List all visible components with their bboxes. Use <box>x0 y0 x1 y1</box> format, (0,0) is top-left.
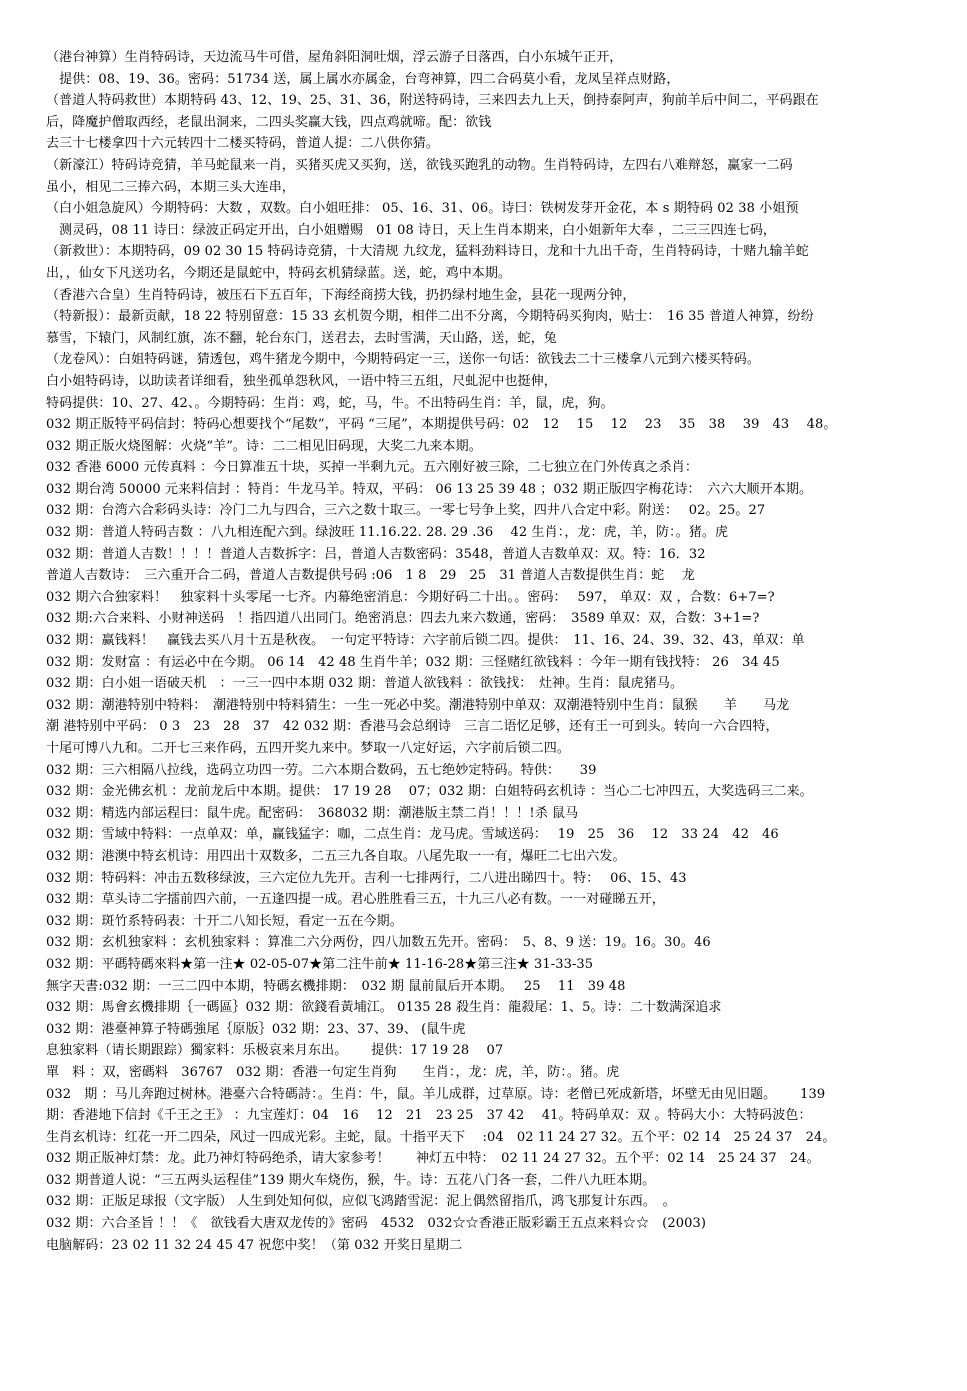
text-line: 032 期：赢钱料！ 赢钱去买八月十五是秋夜。 一句定平特诗：六字前后锁二四。提供： 11、16、24、39、32、43，单双：单 <box>46 633 805 649</box>
text-line: 虽小，相见二三捧六码，本期三头大连串， <box>46 179 295 195</box>
text-line: 提供：08、19、36。密码：51734 送，属上属水亦属金，台弯神算，四二合码莫小看，龙凤呈祥点财路， <box>46 71 680 87</box>
text-line: 032 期：台湾六合彩码头诗：冷门二九与四合，三六之数十取三。一零七号争上奖，四井八合定中彩。附送： 02。25。27 <box>46 503 766 519</box>
text-line: 032 期：特码料：冲击五数移绿波，三六定位九先开。吉利一七排两行，二八进出睇四十。特： 06、15、43 <box>46 870 687 886</box>
text-line: 032 期 ：马儿奔跑过树林。港臺六合特碼詩：。生肖：牛，鼠。羊儿成群，过草原。诗：老僧已死成新塔，坏壁无由见旧题。 139 <box>46 1086 826 1102</box>
text-line: 032 期六合独家料！ 独家料十头零尾一七齐。内幕绝密消息：今期好码二十出。。密码： 597， 单双：双 ，合数：6+7=? <box>46 589 775 605</box>
text-line: 032 期正版神灯禁：龙。此乃神灯特码绝杀，请大家参考！ 神灯五中特： 02 11 24 27 32。五个平：02 14 25 24 37 24。 <box>46 1151 820 1167</box>
text-line: （新濠江）特码诗竞猜，羊马蛇鼠来一肖，买猪买虎又买狗，送，欲钱买跑乳的动物。生肖特码诗，左四右八难辩怒，赢家一二码 <box>46 157 793 173</box>
text-line: 032 期：六合圣旨 ！！《 欲钱看大唐双龙传的》密码 4532 032☆☆香港正版彩霸王五点来料☆☆ (2003) <box>46 1216 707 1232</box>
text-line: （港台神算）生肖特码诗，天边流马牛可借，屋角斜阳洞吐烟，浮云游子日落西，白小东城午正开， <box>46 50 623 65</box>
text-line: 后，降魔护僧取西经，老鼠出洞来，二四头奖赢大钱，四点鸡就啼。配：欲钱 <box>46 114 492 130</box>
text-line: 032 期：港臺神算子特碼強尾｛原版｝032 期：23、37、39、 (鼠牛虎 <box>46 1021 466 1037</box>
text-line: 032 期：平碼特碼來料★第一注★ 02-05-07★第二注牛前★ 11-16-28★第三注★ 31-33-35 <box>46 956 594 972</box>
text-line: 十尾可博八九和。二开七三来作码，五四开奖九来中。梦取一八定好运，六字前后锁二四。 <box>46 741 571 756</box>
text-line: 电脑解码：23 02 11 32 24 45 47 祝您中奖！（第 032 开奖日星期二 <box>46 1237 463 1253</box>
text-line: 白小姐特码诗，以助读者详细看，独坐孤单怨秋风，一语中特三五组，尺虬泥中也挺伸， <box>46 373 557 389</box>
text-line: 單 料 ：双，密碼料 36767 032 期：香港一句定生肖狗 生肖：，龙：虎，羊，防：。猪。虎 <box>46 1064 620 1080</box>
text-line: （新救世）：本期特码，09 02 30 15 特码诗竞猜，十大清规 九纹龙，猛料劲料诗日，龙和十九出千奇，生肖特码诗，十赌九输羊蛇 <box>46 244 809 260</box>
text-line: 032 期正版火烧图解：火烧“羊”。诗：二二相见旧码现，大奖二九来本期。 <box>46 438 482 454</box>
text-line: 032 期：正版足球报（文字版） 人生到处知何似，应似飞鸿踏雪泥：泥上偶然留指爪，鸿飞那复计东西。 。 <box>46 1194 676 1210</box>
text-line: 032 期：港澳中特玄机诗：用四出十双数多，二五三九各自取。八尾先取一一有，爆旺二七出六发。 <box>46 848 626 864</box>
text-line: 特码提供：10、27、42、。今期特码：生肖：鸡，蛇，马，牛。不出特码生肖：羊，鼠，虎，狗。 <box>46 395 614 411</box>
text-line: 032 期：馬會玄機排期｛一碼區｝032 期：欲錢看黃埔江。 0135 28 殺生肖：龍殺尾：1、5。诗：二十数满深追求 <box>46 1000 722 1016</box>
text-line: 普道人吉数诗： 三六重开合二码，普道人吉数提供号码 :06 1 8 29 25 31 普道人吉数提供生肖：蛇 龙 <box>46 568 695 584</box>
text-line: 032 期：三六相隔八拉线，选码立功四一劳。二六本期合数码，五七绝妙定特码。特供： 39 <box>46 762 597 778</box>
text-line: 032 期：雪域中特料：一点单双：单，赢钱猛字：咖，二点生肖：龙马虎。雪域送码： 19 25 36 12 33 24 42 46 <box>46 827 779 843</box>
text-line: 032 期：普道人吉数！！！！普道人吉数拆字：吕，普道人吉数密码：3548，普道人吉数单双：双。特：16．32 <box>46 546 706 562</box>
text-line: 032 期：发财富 ：有运必中在今期。 06 14 42 48 生肖牛羊；032 期：三怪赌红欲钱料 ：今年一期有钱找特： 26 34 45 <box>46 654 780 670</box>
text-line: 息独家料（请长期跟踪）獨家料：乐极哀来月东出。 提供：17 19 28 07 <box>46 1043 504 1059</box>
text-line: 032 期正版特平码信封：特码心想要找个“尾数”，平码 “三尾”，本期提供号码：02 12 15 12 23 35 38 39 43 48。 <box>46 417 837 433</box>
text-line: （白小姐急旋风）今期特码：大数 ，双数。白小姐旺排： 05、16、31、06。诗曰：铁树发芽开金花，本 s 期特码 02 38 小姐预 <box>46 201 799 217</box>
text-line: 032 香港 6000 元传真料 ：今日算准五十块，买掉一半剩九元。五六刚好被三除，二七独立在门外传真之杀肖： <box>46 460 698 476</box>
text-line: 032 期：金光佛玄机 ：龙前龙后中本期。提供： 17 19 28 07；032 期：白姐特码玄机诗 ：当心二七冲四五，大奖选码三二来。 <box>46 784 813 800</box>
text-line: 032 期：白小姐一语破天机 ：一三一四中本期 032 期：普道人欲钱料 ：欲钱找： 灶神。生肖：鼠虎猪马。 <box>46 676 684 692</box>
text-line: 潮 港特别中平码： 0 3 23 28 37 42 032 期：香港马会总纲诗 三言二语忆足够，还有王一可到头。转向一六合四特， <box>46 719 779 735</box>
text-line: 测灵码，08 11 诗日：绿波正码定开出，白小姐赠赐 01 08 诗日，天上生肖本期来，白小姐新年大奉 ，二三三四连七码， <box>46 222 777 238</box>
text-line: 032 期：潮港特别中特料： 潮港特别中特料猜生：一生一死必中奖。潮港特别中单双：双潮港特别中生肖：鼠猴 羊 马龙 <box>46 697 790 713</box>
text-line: 生肖玄机诗：红花一开二四朵，风过一四成光彩。主蛇，鼠。十指平天下 :04 02 11 24 27 32。五个平：02 14 25 24 37 24。 <box>46 1129 836 1145</box>
text-line: 慕雪，下辕门，风制红旗，冻不翻，轮台东门，送君去，去时雪满，天山路，送，蛇，兔 <box>46 330 557 346</box>
text-line: 032 期：普道人特码吉数 ：八九相连配六到。绿波旺 11.16.22. 28. 29 .36 42 生肖：，龙：虎，羊，防：。猪。虎 <box>46 525 729 541</box>
text-line: （普道人特码救世）本期特码 43、12、19、25、31、36，附送特码诗，三来四去九上天，倒持泰阿声，狗前羊后中间二，平码跟在 <box>46 93 819 109</box>
text-line: 032 期：草头诗二字擂前四六前，一五逢四提一成。君心胜胜看三五，十九三八必有数。一一对碰睇五开， <box>46 892 665 908</box>
text-line: （龙卷风）：白姐特码谜，猜透包，鸡牛猪龙今期中，今期特码定一三，送你一句话：欲钱去二十三楼拿八元到六楼买特码。 <box>46 352 761 368</box>
text-line: （香港六合皇）生肖特码诗，被压石下五百年，下海经商捞大钱，扔扔绿村地生金，县花一现两分钟， <box>46 287 636 303</box>
text-line: 032 期：精选内部运程曰：鼠牛虎。配密码： 368032 期：潮港版主禁二肖！！！!杀 鼠马 <box>46 805 579 821</box>
text-line: 032 期:六合来料、小财神送码 ！指四道八出同门。绝密消息：四去九来六数通，密码： 3589 单双：双，合数：3+1=? <box>46 611 760 627</box>
text-line: 無字天書:032 期：一三二四中本期，特碼玄機排期： 032 期 鼠前鼠后开本期。 25 11 39 48 <box>46 978 626 994</box>
text-line: 出，，仙女下凡送功名，今期还是鼠蛇中，特码玄机猜绿蓝。送，蛇，鸡中本期。 <box>46 265 512 281</box>
text-line: 期：香港地下信封《千王之王》 ：九宝莲灯：04 16 12 21 23 25 37 42 41。特码单双：双 。特码大小：大特码波色： <box>46 1108 812 1124</box>
text-line: 032 期：斑竹系特码表：十开二八知长短，看定一五在今期。 <box>46 913 403 929</box>
text-line: 032 期普道人说：“三五两头运程佳”139 期火车烧伤，猴，牛。诗：五花八门各一套，二件八九旺本期。 <box>46 1172 656 1188</box>
text-line: （特新报）：最新贡献，18 22 特别留意：15 33 玄机贺今期，相伴二出不分离，今期特码买狗肉，贴士： 16 35 普道人神算，纷纷 <box>46 309 814 325</box>
text-line: 032 期：玄机独家料 ：玄机独家料 ：算准二六分两份，四八加数五先开。密码： 5、8、9 送：19。16。30。46 <box>46 935 711 951</box>
text-line: 去三十七楼拿四十六元转四十二楼买特码，普道人提：二八供你猜。 <box>46 136 440 152</box>
text-line: 032 期台湾 50000 元来料信封 ：特肖：牛龙马羊。特双，平码： 06 13 25 39 48 ；032 期正版四字梅花诗： 六六大顺开本期。 <box>46 481 813 497</box>
